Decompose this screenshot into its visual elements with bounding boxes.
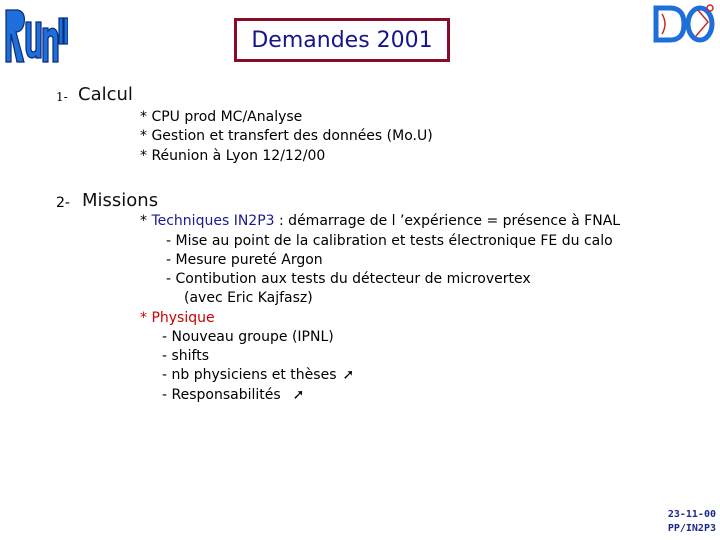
techniques-label: Techniques IN2P3 [151,213,275,229]
bullet: * [140,310,152,326]
techniques-line [140,213,620,229]
list-item: - Mise au point de la calibration et tests électronique FE du calo [166,233,613,249]
list-item: - Nouveau groupe (IPNL) [162,329,334,345]
d0-logo [648,2,718,46]
run-ii-logo [2,4,68,66]
section-1-number: 1- [56,90,68,104]
section-2-number: 2- [56,195,70,211]
arrow-up-right-icon: ➚ [292,387,305,403]
list-item: * Gestion et transfert des données (Mo.U) [140,128,433,144]
list-item: - shifts [162,348,210,364]
techniques-text: : démarrage de l ’expérience = présence à FNAL [274,213,621,229]
footer-author: PP/IN2P3 [667,523,716,534]
physique-line [140,310,215,326]
slide-title: Demandes 2001 [234,18,450,62]
footer-date: 23-11-00 [667,509,716,520]
bullet: * [140,213,152,229]
physique-label: Physique [151,310,215,326]
list-item: (avec Eric Kajfasz) [184,290,313,306]
arrow-up-right-icon: ➚ [342,367,355,383]
list-item: * CPU prod MC/Analyse [140,109,303,125]
list-item: - nb physiciens et thèses ➚ [162,367,355,383]
list-item: - Responsabilités ➚ [162,387,305,403]
list-item: - Contibution aux tests du détecteur de microvertex [166,271,531,287]
section-1-title: Calcul [78,84,133,105]
list-item: - Mesure pureté Argon [166,252,323,268]
list-item: * Réunion à Lyon 12/12/00 [140,148,326,164]
footer [668,508,716,536]
section-2-title: Missions [82,190,159,211]
